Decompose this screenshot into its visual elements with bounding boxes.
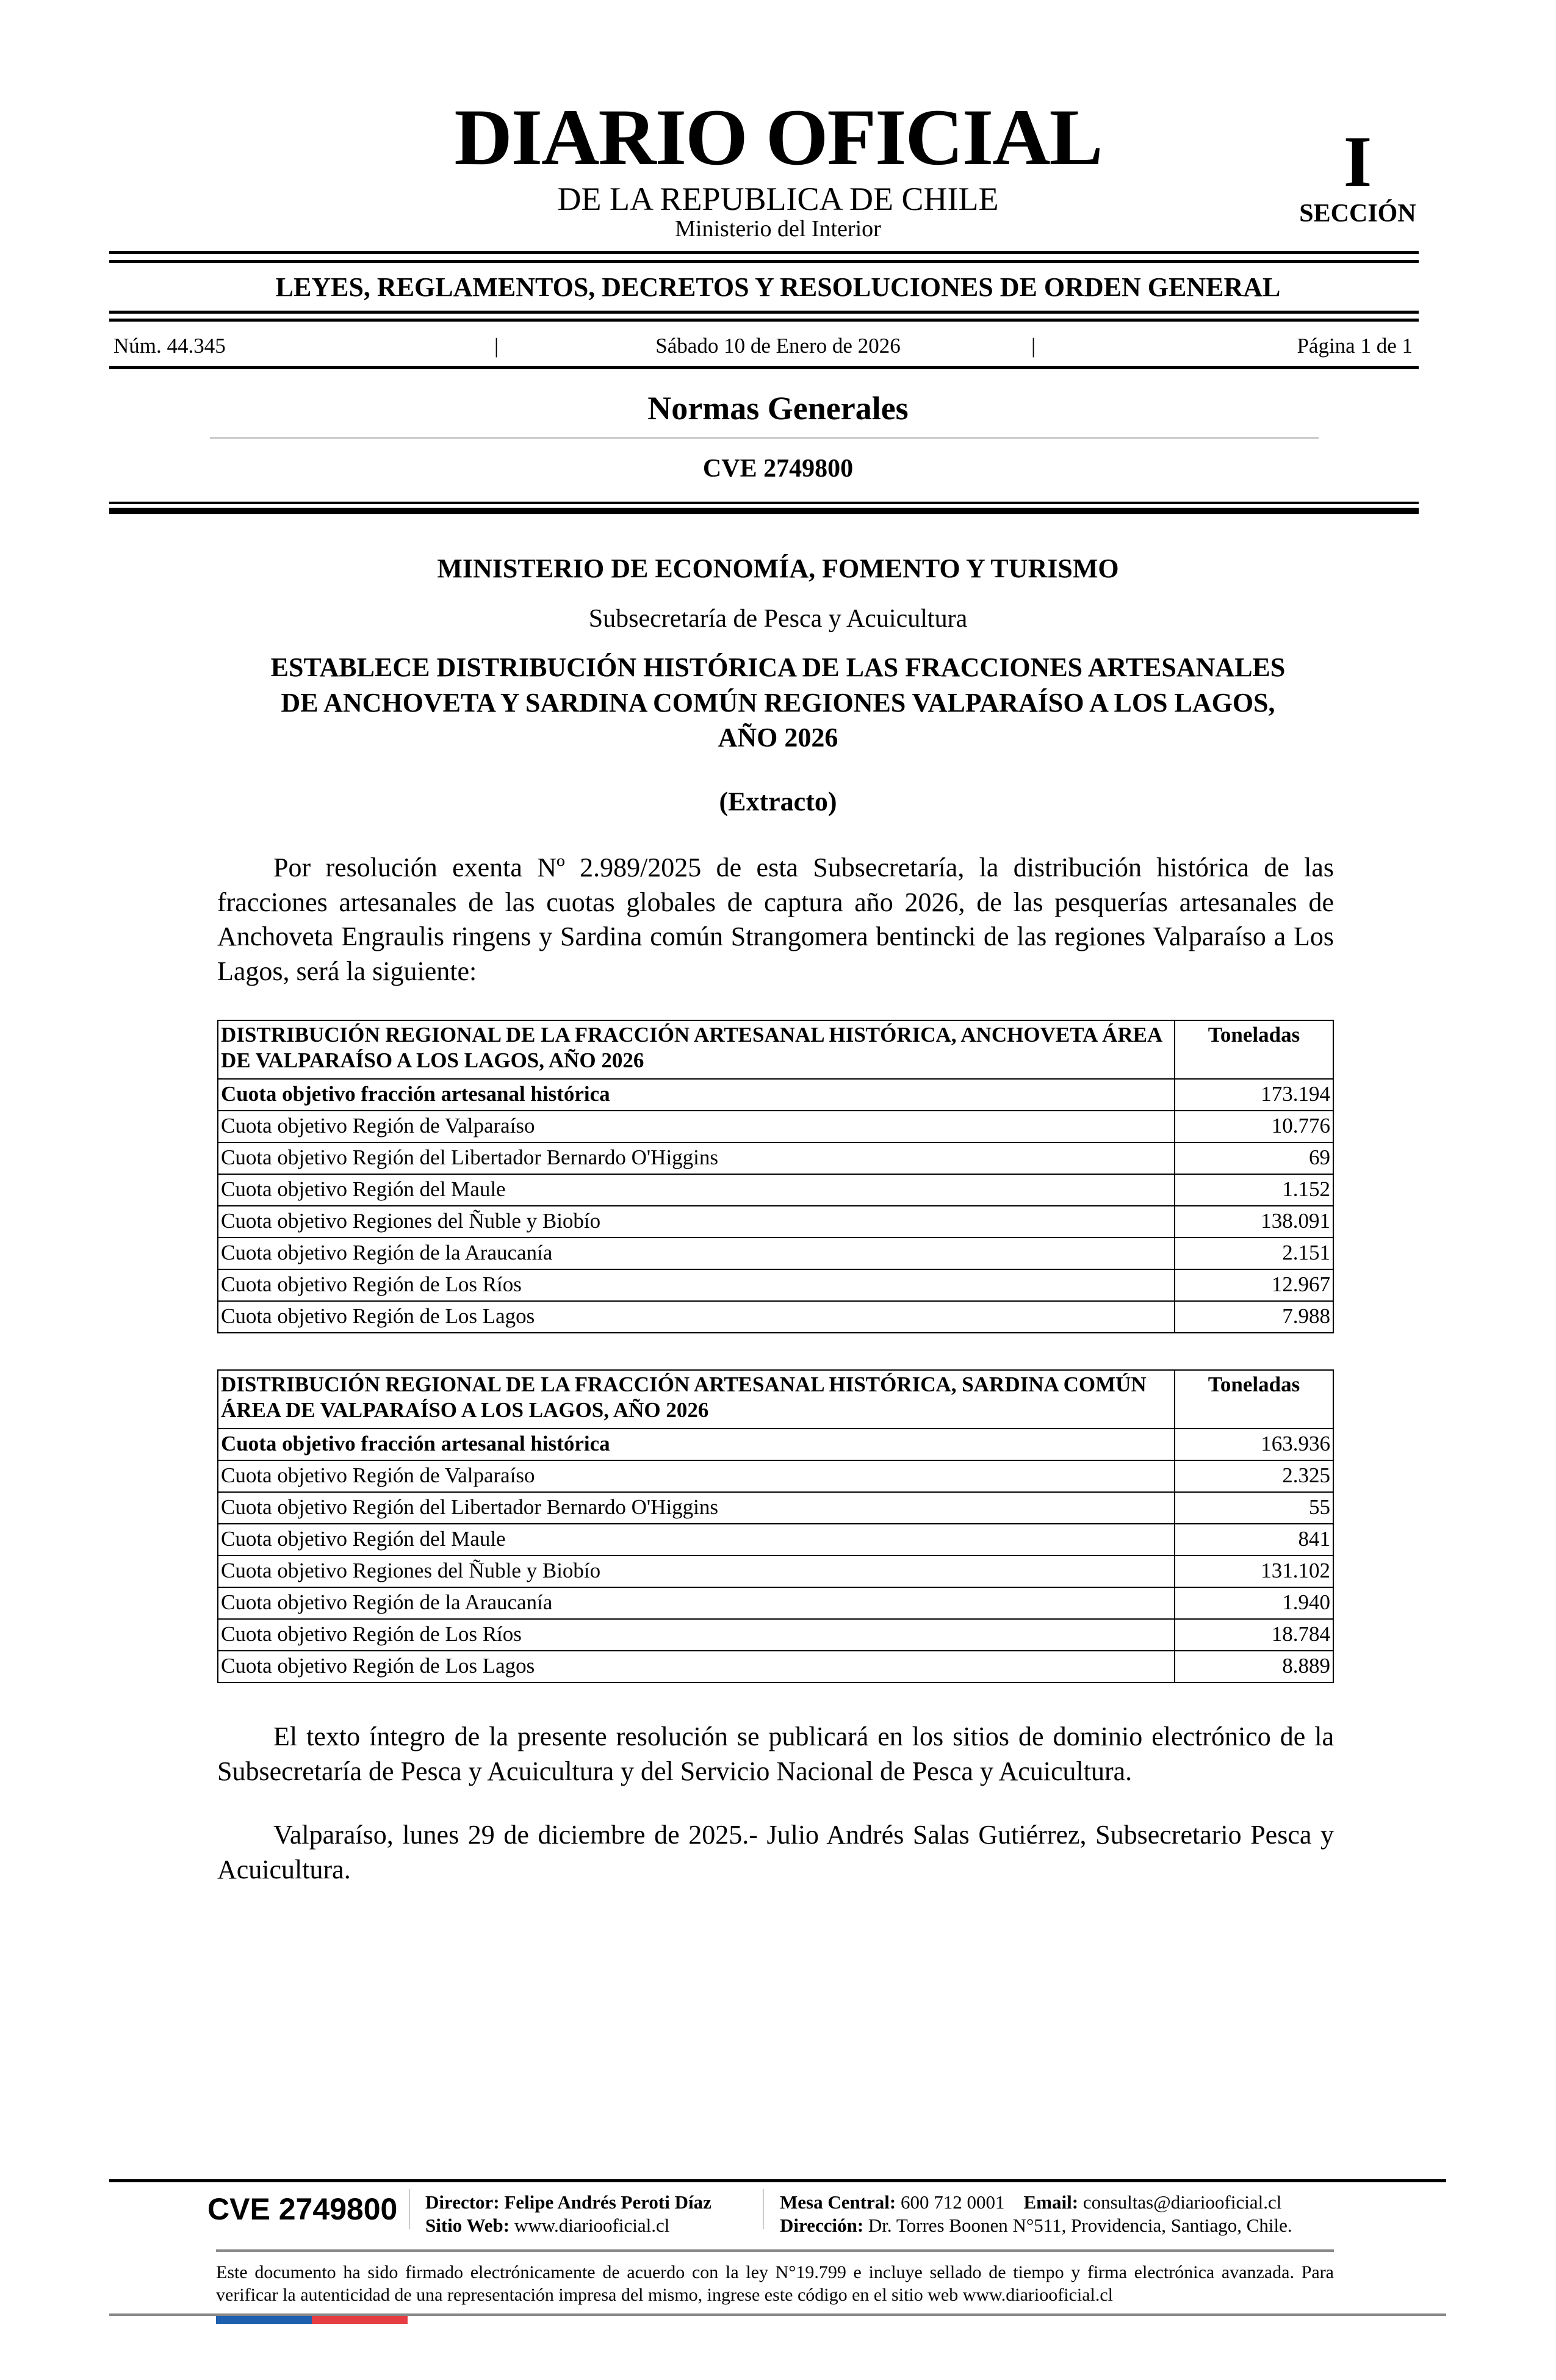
table-header-row xyxy=(218,1020,1333,1079)
ministry-heading: MINISTERIO DE ECONOMÍA, FOMENTO Y TURISMO xyxy=(437,554,1119,583)
title-line: AÑO 2026 xyxy=(718,723,838,752)
region-cell: Cuota objetivo fracción artesanal histórica xyxy=(218,1079,1175,1111)
banner: LEYES, REGLAMENTOS, DECRETOS Y RESOLUCIONES DE ORDEN GENERAL xyxy=(275,272,1281,302)
table-row xyxy=(218,1460,1333,1492)
divider xyxy=(109,366,1419,369)
address-label: Dirección: xyxy=(780,2215,864,2236)
region-cell: Cuota objetivo Región del Maule xyxy=(218,1174,1175,1206)
title-line: ESTABLECE DISTRIBUCIÓN HISTÓRICA DE LAS FRACCIONES ARTESANALES xyxy=(270,652,1286,682)
closing-paragraph: El texto íntegro de la presente resolución se publicará en los sitios de dominio electrónico de la Subsecretaría de Pesca y Acuicultura y del Servicio Nacional de Pesca y Acuicultura. xyxy=(217,1722,1334,1786)
table-row xyxy=(218,1269,1333,1301)
title-line: DE ANCHOVETA Y SARDINA COMÚN REGIONES VALPARAÍSO A LOS LAGOS, xyxy=(281,687,1275,718)
table-row xyxy=(218,1206,1333,1238)
region-cell: Cuota objetivo Región de Los Lagos xyxy=(218,1651,1175,1682)
web-label: Sitio Web: xyxy=(425,2215,510,2236)
region-cell: Cuota objetivo Región de Valparaíso xyxy=(218,1111,1175,1142)
separator: | xyxy=(1031,334,1036,358)
table-row xyxy=(218,1492,1333,1524)
tonnage-cell: 55 xyxy=(1175,1492,1333,1524)
table-row xyxy=(218,1651,1333,1682)
resolution-title xyxy=(0,650,1556,755)
table-row xyxy=(218,1174,1333,1206)
region-cell: Cuota objetivo Región del Maule xyxy=(218,1524,1175,1556)
divider xyxy=(109,311,1419,314)
region-cell: Cuota objetivo Región del Libertador Bernardo O'Higgins xyxy=(218,1492,1175,1524)
section-label: SECCIÓN xyxy=(1299,200,1416,228)
tonnage-cell: 173.194 xyxy=(1175,1079,1333,1111)
flag-stripe-red xyxy=(312,2316,408,2324)
unit-header: Toneladas xyxy=(1175,1020,1333,1079)
table-row xyxy=(218,1556,1333,1587)
tonnage-cell: 69 xyxy=(1175,1142,1333,1174)
divider xyxy=(210,437,1319,439)
region-cell: Cuota objetivo Región del Libertador Bernardo O'Higgins xyxy=(218,1142,1175,1174)
table-row xyxy=(218,1619,1333,1651)
separator: | xyxy=(494,334,499,358)
tonnage-cell: 18.784 xyxy=(1175,1619,1333,1651)
legal-notice: Este documento ha sido firmado electrónicamente de acuerdo con la ley N°19.799 e incluye sellado de tiempo y firma electrónica avanzada. Para verificar la autenticidad de una representación impresa del mismo, ingrese este código en el sitio web www.diariooficial.cl xyxy=(216,2262,1334,2305)
table-header: DISTRIBUCIÓN REGIONAL DE LA FRACCIÓN ARTESANAL HISTÓRICA, ANCHOVETA ÁREA DE VALPARAÍSO A LOS LAGOS, AÑO 2026 xyxy=(218,1020,1175,1079)
section-numeral: I xyxy=(1343,121,1372,202)
unit-header: Toneladas xyxy=(1175,1370,1333,1429)
divider xyxy=(109,502,1419,504)
phone: 600 712 0001 xyxy=(901,2191,1005,2213)
issue-number: Núm. 44.345 xyxy=(113,334,226,358)
tonnage-cell: 12.967 xyxy=(1175,1269,1333,1301)
tonnage-cell: 7.988 xyxy=(1175,1301,1333,1333)
issue-date: Sábado 10 de Enero de 2026 xyxy=(655,334,901,358)
tonnage-cell: 138.091 xyxy=(1175,1206,1333,1238)
region-cell: Cuota objetivo Región de la Araucanía xyxy=(218,1587,1175,1619)
extract-label: (Extracto) xyxy=(719,787,837,817)
masthead-ministry: Ministerio del Interior xyxy=(675,216,881,242)
table-row xyxy=(218,1079,1333,1111)
region-cell: Cuota objetivo fracción artesanal histórica xyxy=(218,1429,1175,1460)
table-row xyxy=(218,1111,1333,1142)
separator xyxy=(763,2189,764,2229)
footer-contact-block xyxy=(780,2191,1292,2237)
divider xyxy=(109,251,1419,254)
web-link[interactable]: www.diariooficial.cl xyxy=(514,2215,670,2236)
email-label: Email: xyxy=(1023,2191,1079,2213)
table-row xyxy=(218,1429,1333,1460)
tonnage-cell: 1.152 xyxy=(1175,1174,1333,1206)
category-title: Normas Generales xyxy=(647,390,909,427)
divider xyxy=(109,508,1419,514)
region-cell: Cuota objetivo Regiones del Ñuble y Biobío xyxy=(218,1556,1175,1587)
anchoveta-table xyxy=(217,1020,1334,1333)
separator xyxy=(409,2189,410,2229)
divider xyxy=(109,260,1419,263)
footer-cve: CVE 2749800 xyxy=(207,2192,398,2226)
region-cell: Cuota objetivo Región de Los Lagos xyxy=(218,1301,1175,1333)
tonnage-cell: 131.102 xyxy=(1175,1556,1333,1587)
tonnage-cell: 10.776 xyxy=(1175,1111,1333,1142)
director-label: Director: xyxy=(425,2191,500,2213)
divider xyxy=(109,319,1419,322)
email-link[interactable]: consultas@diariooficial.cl xyxy=(1082,2191,1282,2213)
cve-code: CVE 2749800 xyxy=(702,455,854,483)
table-row xyxy=(218,1301,1333,1333)
masthead-title: DIARIO OFICIAL xyxy=(454,92,1102,182)
tonnage-cell: 1.940 xyxy=(1175,1587,1333,1619)
table-row xyxy=(218,1524,1333,1556)
footer-director-block xyxy=(425,2191,711,2237)
table-row xyxy=(218,1238,1333,1269)
page-indicator: Página 1 de 1 xyxy=(1297,334,1413,358)
region-cell: Cuota objetivo Región de Los Ríos xyxy=(218,1619,1175,1651)
tonnage-cell: 2.151 xyxy=(1175,1238,1333,1269)
tonnage-cell: 2.325 xyxy=(1175,1460,1333,1492)
sardina-table xyxy=(217,1369,1334,1683)
table-header-row xyxy=(218,1370,1333,1429)
phone-label: Mesa Central: xyxy=(780,2191,896,2213)
region-cell: Cuota objetivo Región de Valparaíso xyxy=(218,1460,1175,1492)
divider xyxy=(216,2249,1334,2252)
footer-rule xyxy=(109,2179,1446,2182)
tonnage-cell: 841 xyxy=(1175,1524,1333,1556)
address: Dr. Torres Boonen N°511, Providencia, Santiago, Chile. xyxy=(868,2215,1292,2236)
region-cell: Cuota objetivo Región de la Araucanía xyxy=(218,1238,1175,1269)
tonnage-cell: 163.936 xyxy=(1175,1429,1333,1460)
region-cell: Cuota objetivo Regiones del Ñuble y Biobío xyxy=(218,1206,1175,1238)
region-cell: Cuota objetivo Región de Los Ríos xyxy=(218,1269,1175,1301)
table-header: DISTRIBUCIÓN REGIONAL DE LA FRACCIÓN ARTESANAL HISTÓRICA, SARDINA COMÚN ÁREA DE VALPARAÍSO A LOS LAGOS, AÑO 2026 xyxy=(218,1370,1175,1429)
signature-paragraph: Valparaíso, lunes 29 de diciembre de 2025.- Julio Andrés Salas Gutiérrez, Subsecretario Pesca y Acuicultura. xyxy=(217,1820,1334,1884)
director-name: Felipe Andrés Peroti Díaz xyxy=(504,2191,711,2213)
tonnage-cell: 8.889 xyxy=(1175,1651,1333,1682)
undersecretariat: Subsecretaría de Pesca y Acuicultura xyxy=(588,605,968,633)
intro-paragraph: Por resolución exenta Nº 2.989/2025 de esta Subsecretaría, la distribución histórica de las fracciones artesanales de las cuotas globales de captura año 2026, de las pesquerías artesanales de Anchoveta Engraulis ringens y Sardina común Strangomera bentincki de las regiones Valparaíso a Los Lagos, será la siguiente: xyxy=(217,853,1334,986)
table-row xyxy=(218,1142,1333,1174)
table-row xyxy=(218,1587,1333,1619)
flag-stripe-blue xyxy=(216,2316,312,2324)
masthead-subtitle: DE LA REPUBLICA DE CHILE xyxy=(557,181,999,217)
